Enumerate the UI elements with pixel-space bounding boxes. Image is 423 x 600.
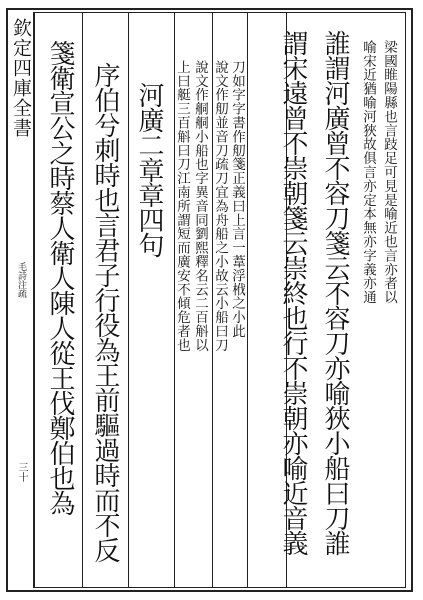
section-heading: 河廣二章章四句 — [134, 82, 164, 257]
text-column: 謂宋遠曾不崇朝箋云崇終也行不崇朝亦喻近音義 — [278, 30, 308, 555]
text-column: 序伯兮刺時也言君子行役為王前驅過時而不反 — [90, 62, 120, 562]
text-column: 箋衛宣公之時蔡人衛人陳人從王伐鄭伯也為 — [45, 40, 75, 515]
page-number: 三十 — [16, 462, 27, 482]
commentary-column: 說文作舠並音刀疏刀宜為舟船之小故云小船曰刀 — [212, 60, 228, 352]
volume-title: 毛詩注疏 — [16, 262, 26, 298]
commentary-column: 喻宋近猶喻河狹故俱言亦定本無亦字義亦通 — [360, 40, 376, 305]
column-rule — [82, 12, 83, 588]
column-rule — [128, 12, 129, 588]
column-rule — [247, 12, 248, 588]
text-column: 誰謂河廣曾不容刀箋云不容刀亦喻狹小船曰刀誰 — [320, 30, 350, 555]
book-title: 欽定四庫全書 — [10, 18, 32, 138]
commentary-column: 刀如字字書作舠箋正義曰上言一葦浮栰之小此 — [229, 60, 245, 338]
commentary-column: 說文作𦨴𦨴小船也字異音同劉熙釋名云二百斛以 — [192, 60, 208, 352]
commentary-column: 梁國睢陽縣也言跂足可見是喻近也言亦者以 — [381, 40, 397, 305]
commentary-column: 上曰艇三百斛曰刀江南所謂短而廣安不傾危者也 — [174, 60, 190, 352]
